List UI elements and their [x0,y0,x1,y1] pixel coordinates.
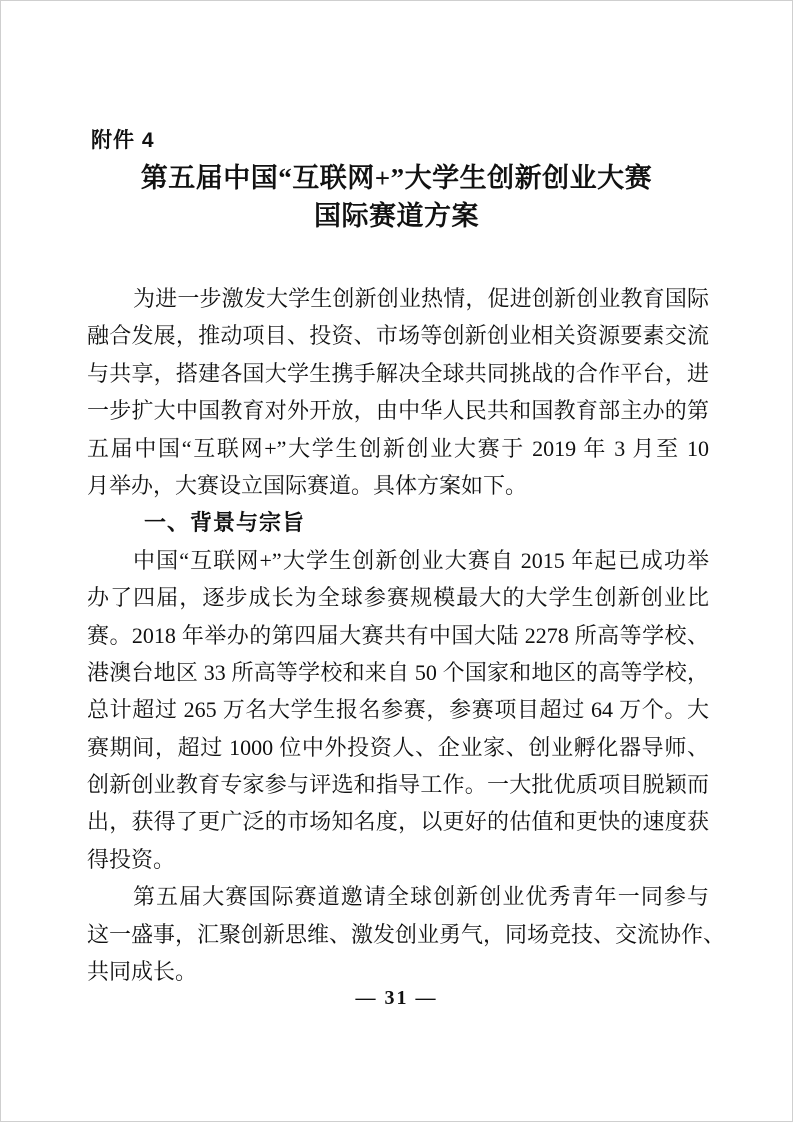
document-title [1,159,792,235]
paragraph-1 [87,280,709,504]
body-line: 出，获得了更广泛的市场知名度，以更好的估值和更快的速度获 [87,809,709,835]
paragraph-3 [87,878,726,990]
body-line: 赛期间，超过 1000 位中外投资人、企业家、创业孵化器导师、 [87,734,709,760]
body-line: 融合发展，推动项目、投资、市场等创新创业相关资源要素交流 [87,323,709,349]
document-title-line1: 第五届中国“互联网+”大学生创新创业大赛 [140,163,653,193]
body-line: 一步扩大中国教育对外开放，由中华人民共和国教育部主办的第 [87,398,709,424]
body-line: 月举办，大赛设立国际赛道。具体方案如下。 [87,472,528,498]
attachment-label: 附件 4 [91,129,155,152]
document-title-line2: 国际赛道方案 [314,201,479,231]
body-line: 与共享，搭建各国大学生携手解决全球共同挑战的合作平台，进 [87,360,709,386]
body-line: 共同成长。 [87,959,198,985]
body-line: 办了四届，逐步成长为全球参赛规模最大的大学生创新创业比 [87,585,709,611]
body-line: 创新创业教育专家参与评选和指导工作。一大批优质项目脱颖而 [87,772,709,798]
body-line: 得投资。 [87,846,176,872]
body-text [87,280,726,990]
page-number: — 31 — [355,987,438,1009]
body-line: 总计超过 265 万名大学生报名参赛，参赛项目超过 64 万个。大 [87,697,709,723]
body-line: 这一盛事，汇聚创新思维、激发创业勇气，同场竞技、交流协作、 [87,921,726,947]
body-line: 五届中国“互联网+”大学生创新创业大赛于 2019 年 3 月至 10 [87,435,709,461]
section-heading-background-purpose: 一、背景与宗旨 [144,510,306,536]
body-line: 赛。2018 年举办的第四届大赛共有中国大陆 2278 所高等学校、 [87,622,709,648]
body-line: 为进一步激发大学生创新创业热情，促进创新创业教育国际 [133,286,709,311]
body-line: 港澳台地区 33 所高等学校和来自 50 个国家和地区的高等学校， [87,659,709,685]
body-line: 第五届大赛国际赛道邀请全球创新创业优秀青年一同参与 [133,884,709,910]
body-line: 中国“互联网+”大学生创新创业大赛自 2015 年起已成功举 [133,547,709,573]
paragraph-2 [87,542,709,879]
